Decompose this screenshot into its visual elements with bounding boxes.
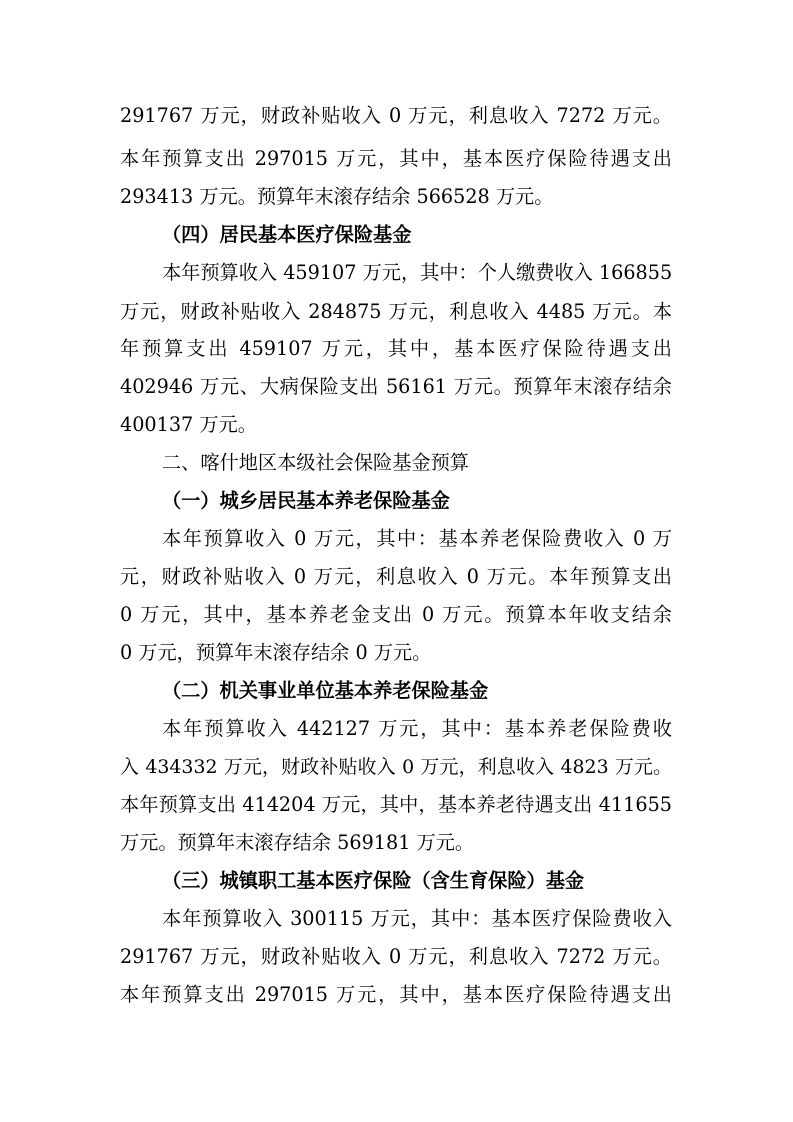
paragraph-line: 万元，财政补贴收入 284875 万元，利息收入 4485 万元。本 [120, 300, 672, 323]
paragraph-line: 本年预算收入 442127 万元，其中：基本养老保险费收 [162, 717, 672, 740]
paragraph-line: 年预算支出 459107 万元，其中，基本医疗保险待遇支出 [120, 337, 672, 360]
paragraph-line: 元，财政补贴收入 0 万元，利息收入 0 万元。本年预算支出 [120, 565, 672, 588]
paragraph-line: 本年预算支出 297015 万元，其中，基本医疗保险待遇支出 [120, 147, 672, 170]
paragraph-line: 本年预算支出 414204 万元，其中，基本养老待遇支出 411655 [120, 793, 672, 816]
paragraph-line: 291767 万元，财政补贴收入 0 万元，利息收入 7272 万元。 [120, 104, 672, 127]
section-heading: （二）机关事业单位基本养老保险基金 [162, 679, 489, 702]
paragraph-line: 293413 万元。预算年末滚存结余 566528 万元。 [120, 185, 554, 208]
paragraph-line: 本年预算收入 459107 万元，其中：个人缴费收入 166855 [162, 261, 672, 284]
paragraph-line: 0 万元，其中，基本养老金支出 0 万元。预算本年收支结余 [120, 603, 672, 626]
paragraph-line: 本年预算收入 300115 万元，其中：基本医疗保险费收入 [162, 907, 672, 930]
paragraph-line: 入 434332 万元，财政补贴收入 0 万元，利息收入 4823 万元。 [120, 756, 672, 778]
paragraph-line: 本年预算收入 0 万元，其中：基本养老保险费收入 0 万 [162, 527, 672, 550]
paragraph-line: 本年预算支出 297015 万元，其中，基本医疗保险待遇支出 [120, 983, 672, 1006]
paragraph-line: 万元。预算年末滚存结余 569181 万元。 [120, 831, 475, 854]
part-heading: 二、喀什地区本级社会保险基金预算 [162, 451, 469, 474]
section-heading: （四）居民基本医疗保险基金 [162, 223, 412, 246]
section-heading: （三）城镇职工基本医疗保险（含生育保险）基金 [162, 869, 585, 892]
paragraph-line: 291767 万元，财政补贴收入 0 万元，利息收入 7272 万元。 [120, 945, 672, 968]
paragraph-line: 400137 万元。 [120, 413, 257, 436]
section-heading: （一）城乡居民基本养老保险基金 [162, 489, 450, 512]
paragraph-line: 0 万元，预算年末滚存结余 0 万元。 [120, 641, 432, 664]
paragraph-line: 402946 万元、大病保险支出 56161 万元。预算年末滚存结余 [120, 375, 672, 398]
